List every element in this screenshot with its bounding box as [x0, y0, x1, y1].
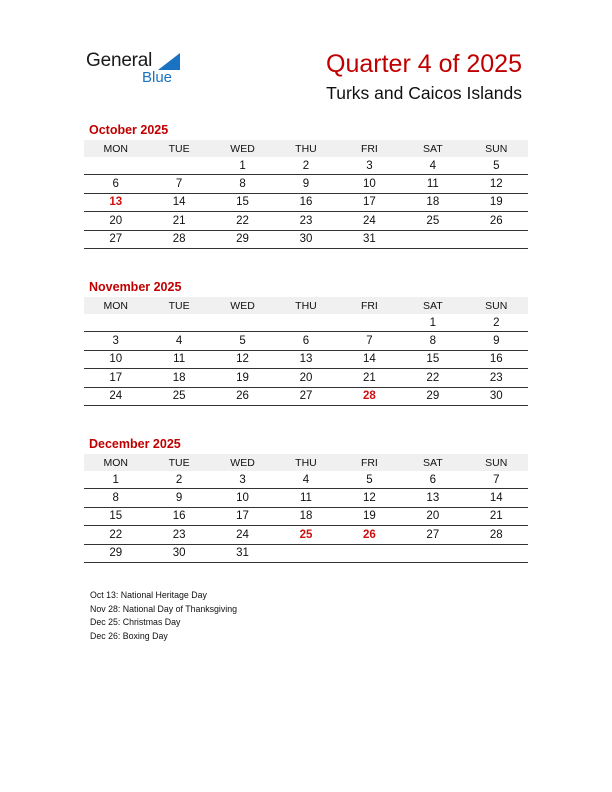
day-cell: 14 — [338, 350, 401, 368]
day-cell: 19 — [211, 369, 274, 387]
day-cell: 5 — [338, 471, 401, 489]
day-cell: 14 — [465, 489, 528, 507]
day-cell: 14 — [147, 193, 210, 211]
calendar-grid — [84, 140, 528, 249]
weekday-label: THU — [274, 297, 337, 314]
weekday-label: SUN — [465, 297, 528, 314]
day-cell: 21 — [147, 212, 210, 230]
day-cell: 7 — [147, 175, 210, 193]
logo-blue-text: Blue — [142, 69, 173, 86]
day-cell: 4 — [274, 471, 337, 489]
week-row — [84, 230, 528, 248]
day-cell: 15 — [84, 507, 147, 525]
day-cell: 27 — [401, 526, 464, 544]
day-cell: 29 — [401, 387, 464, 405]
day-cell — [401, 544, 464, 562]
month-calendar-october — [84, 123, 528, 249]
day-cell: 9 — [147, 489, 210, 507]
day-cell: 2 — [147, 471, 210, 489]
day-cell — [338, 314, 401, 332]
day-cell: 11 — [401, 175, 464, 193]
day-cell: 2 — [465, 314, 528, 332]
weekday-header-row — [84, 454, 528, 471]
month-calendar-december — [84, 437, 528, 563]
holiday-note: Dec 26: Boxing Day — [90, 630, 168, 641]
week-row — [84, 387, 528, 405]
weekday-label: SUN — [465, 454, 528, 471]
day-cell: 13 — [401, 489, 464, 507]
week-row — [84, 350, 528, 368]
day-cell: 12 — [465, 175, 528, 193]
day-cell: 15 — [401, 350, 464, 368]
day-cell — [465, 544, 528, 562]
day-cell — [147, 314, 210, 332]
day-cell: 10 — [84, 350, 147, 368]
day-cell: 22 — [84, 526, 147, 544]
holiday-notes — [90, 589, 237, 643]
day-cell: 1 — [401, 314, 464, 332]
day-cell: 29 — [211, 230, 274, 248]
weekday-label: SAT — [401, 297, 464, 314]
week-row — [84, 526, 528, 544]
day-cell — [147, 157, 210, 175]
day-cell: 20 — [401, 507, 464, 525]
day-cell: 23 — [147, 526, 210, 544]
day-cell: 10 — [338, 175, 401, 193]
logo — [86, 50, 196, 90]
day-cell: 25 — [401, 212, 464, 230]
holiday-note: Oct 13: National Heritage Day — [90, 590, 207, 600]
day-cell: 3 — [84, 332, 147, 350]
day-cell: 7 — [465, 471, 528, 489]
day-cell: 28 — [338, 387, 401, 405]
day-cell: 29 — [84, 544, 147, 562]
day-cell: 21 — [465, 507, 528, 525]
day-cell: 28 — [147, 230, 210, 248]
day-cell: 31 — [211, 544, 274, 562]
day-cell: 6 — [274, 332, 337, 350]
weekday-label: TUE — [147, 140, 210, 157]
day-cell: 23 — [465, 369, 528, 387]
day-cell: 5 — [211, 332, 274, 350]
day-cell: 3 — [338, 157, 401, 175]
day-cell — [465, 230, 528, 248]
week-row — [84, 471, 528, 489]
calendar-grid — [84, 297, 528, 406]
day-cell: 17 — [84, 369, 147, 387]
day-cell: 22 — [211, 212, 274, 230]
week-row — [84, 507, 528, 525]
day-cell: 26 — [338, 526, 401, 544]
day-cell: 24 — [211, 526, 274, 544]
page-title: Quarter 4 of 2025 — [326, 50, 522, 78]
day-cell: 11 — [147, 350, 210, 368]
month-title: October 2025 — [89, 123, 169, 137]
logo-general-text: General — [86, 50, 153, 71]
weekday-label: MON — [84, 140, 147, 157]
week-row — [84, 369, 528, 387]
weekday-label: THU — [274, 140, 337, 157]
day-cell: 17 — [338, 193, 401, 211]
month-title: December 2025 — [89, 437, 181, 451]
day-cell — [338, 544, 401, 562]
day-cell: 6 — [84, 175, 147, 193]
day-cell: 12 — [338, 489, 401, 507]
day-cell — [84, 157, 147, 175]
weekday-label: WED — [211, 297, 274, 314]
day-cell: 19 — [465, 193, 528, 211]
day-cell: 18 — [274, 507, 337, 525]
weekday-label: FRI — [338, 297, 401, 314]
day-cell: 23 — [274, 212, 337, 230]
day-cell: 26 — [211, 387, 274, 405]
weekday-label: SAT — [401, 454, 464, 471]
day-cell: 21 — [338, 369, 401, 387]
day-cell: 11 — [274, 489, 337, 507]
month-calendar-november — [84, 280, 528, 406]
country-name: Turks and Caicos Islands — [326, 83, 522, 103]
day-cell: 16 — [465, 350, 528, 368]
holiday-note: Dec 25: Christmas Day — [90, 617, 181, 628]
weekday-label: TUE — [147, 297, 210, 314]
week-row — [84, 489, 528, 507]
day-cell: 8 — [84, 489, 147, 507]
day-cell: 5 — [465, 157, 528, 175]
day-cell: 30 — [147, 544, 210, 562]
week-row — [84, 157, 528, 175]
weekday-label: MON — [84, 297, 147, 314]
day-cell: 3 — [211, 471, 274, 489]
day-cell: 4 — [147, 332, 210, 350]
day-cell: 18 — [401, 193, 464, 211]
day-cell: 13 — [274, 350, 337, 368]
day-cell: 30 — [274, 230, 337, 248]
day-cell: 1 — [84, 471, 147, 489]
day-cell: 24 — [84, 387, 147, 405]
day-cell: 28 — [465, 526, 528, 544]
day-cell: 13 — [84, 193, 147, 211]
weekday-label: SAT — [401, 140, 464, 157]
day-cell: 22 — [401, 369, 464, 387]
day-cell: 10 — [211, 489, 274, 507]
day-cell: 27 — [274, 387, 337, 405]
day-cell — [274, 314, 337, 332]
month-title: November 2025 — [89, 280, 182, 294]
day-cell: 2 — [274, 157, 337, 175]
day-cell: 20 — [84, 212, 147, 230]
day-cell: 16 — [274, 193, 337, 211]
weekday-label: THU — [274, 454, 337, 471]
day-cell — [274, 544, 337, 562]
day-cell: 12 — [211, 350, 274, 368]
day-cell: 25 — [274, 526, 337, 544]
day-cell — [84, 314, 147, 332]
weekday-label: SUN — [465, 140, 528, 157]
week-row — [84, 212, 528, 230]
day-cell: 17 — [211, 507, 274, 525]
week-row — [84, 314, 528, 332]
day-cell: 19 — [338, 507, 401, 525]
day-cell: 31 — [338, 230, 401, 248]
week-row — [84, 175, 528, 193]
day-cell: 8 — [211, 175, 274, 193]
day-cell: 6 — [401, 471, 464, 489]
holiday-note: Nov 28: National Day of Thanksgiving — [90, 603, 238, 614]
day-cell: 9 — [465, 332, 528, 350]
logo-triangle-icon — [158, 53, 180, 70]
weekday-label: WED — [211, 454, 274, 471]
weekday-label: FRI — [338, 454, 401, 471]
day-cell: 30 — [465, 387, 528, 405]
day-cell: 4 — [401, 157, 464, 175]
weekday-label: FRI — [338, 140, 401, 157]
day-cell: 8 — [401, 332, 464, 350]
week-row — [84, 544, 528, 562]
day-cell: 1 — [211, 157, 274, 175]
weekday-label: WED — [211, 140, 274, 157]
weekday-header-row — [84, 140, 528, 157]
weekday-label: TUE — [147, 454, 210, 471]
day-cell: 7 — [338, 332, 401, 350]
day-cell: 18 — [147, 369, 210, 387]
day-cell: 24 — [338, 212, 401, 230]
day-cell: 27 — [84, 230, 147, 248]
week-row — [84, 332, 528, 350]
weekday-header-row — [84, 297, 528, 314]
day-cell: 15 — [211, 193, 274, 211]
calendar-grid — [84, 454, 528, 563]
day-cell — [211, 314, 274, 332]
weekday-label: MON — [84, 454, 147, 471]
day-cell: 9 — [274, 175, 337, 193]
week-row — [84, 193, 528, 211]
day-cell: 26 — [465, 212, 528, 230]
day-cell: 25 — [147, 387, 210, 405]
day-cell: 20 — [274, 369, 337, 387]
day-cell — [401, 230, 464, 248]
day-cell: 16 — [147, 507, 210, 525]
